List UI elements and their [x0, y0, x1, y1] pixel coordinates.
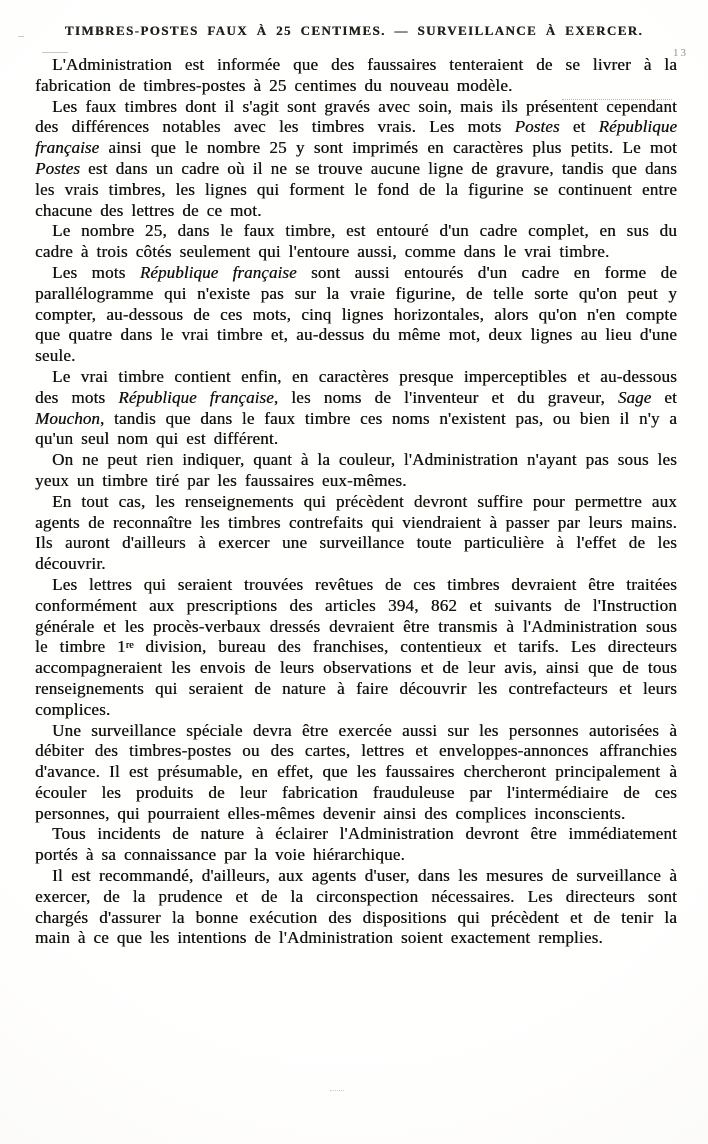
paragraph: Tous incidents de nature à éclairer l'Administration devront être immédiatement portés à sa connaissance par la voie hiérarchique.	[35, 824, 677, 865]
scan-artifact-page-number: 13	[673, 47, 688, 59]
paragraph: Il est recommandé, d'ailleurs, aux agents d'user, dans les mesures de surveillance à exercer, de la prudence et de la circonspection nécessaires. Les directeurs sont chargés d'assurer la bonne exécution des dispositions qui précèdent et de tenir la main à ce que les intentions de l'Administration soient exactement remplies.	[35, 866, 677, 948]
page-title: TIMBRES-POSTES FAUX À 25 CENTIMES. — SURVEILLANCE À EXERCER.	[64, 23, 644, 38]
paragraph: L'Administration est informée que des faussaires tenteraient de se livrer à la fabrication de timbres-postes à 25 centimes du nouveau modèle.	[35, 55, 677, 95]
paragraph: Une surveillance spéciale devra être exercée aussi sur les personnes autorisées à débiter des timbres-postes ou des cartes, lettres et enveloppes-annonces affranchies d'avance. Il est présumable, en effet, que les faussaires chercheront principalement à écouler les produits de leur fabrication frauduleuse par l'intermédiaire de ces personnes, qui pourraient elles-mêmes devenir ainsi des complices inconscients.	[35, 720, 677, 823]
paragraph: Le vrai timbre contient enfin, en caractères presque imperceptibles et au-dessous des mots République française, les noms de l'inventeur et du graveur, Sage et Mouchon, tandis que dans le faux timbre ces noms n'existent pas, ou bien il n'y a qu'un seul nom qui est différent.	[35, 366, 677, 449]
scan-noise	[42, 52, 68, 53]
paragraph: Les faux timbres dont il s'agit sont gravés avec soin, mais ils présentent cependant des différences notables avec les timbres vrais. Les mots Postes et République française ainsi que le nombre 25 y sont imprimés en caractères plus petits. Le mot Postes est dans un cadre où il ne se trouve aucune ligne de gravure, tandis que dans les vrais timbres, les lignes qui forment le fond de la figurine se continuent entre chacune des lettres de ce mot.	[35, 96, 677, 220]
paragraph: Le nombre 25, dans le faux timbre, est entouré d'un cadre complet, en sus du cadre à trois côtés seulement qui l'entoure aussi, comme dans le vrai timbre.	[35, 221, 677, 262]
paragraph: En tout cas, les renseignements qui précèdent devront suffire pour permettre aux agents de reconnaître les timbres contrefaits qui viendraient à passer par leurs mains. Ils auront d'ailleurs à exercer une surveillance toute particulière à l'effet de les découvrir.	[35, 491, 677, 574]
paragraph: Les lettres qui seraient trouvées revêtues de ces timbres devraient être traitées conformément aux prescriptions des articles 394, 862 et suivants de l'Instruction générale et les procès-verbaux dressés devraient être transmis à l'Administration sous le timbre 1re division, bureau des franchises, contentieux et tarifs. Les directeurs accompagneraient les envois de leurs observations et de leur avis, ainsi que de tous renseignements qui seraient de nature à faire découvrir les contrefacteurs et leurs complices.	[35, 574, 677, 719]
document-body	[35, 55, 677, 949]
paragraph: On ne peut rien indiquer, quant à la couleur, l'Administration n'ayant pas sous les yeux un timbre tiré par les faussaires eux-mêmes.	[35, 450, 677, 490]
scan-noise	[18, 36, 24, 37]
paragraph: Les mots République française sont aussi entourés d'un cadre en forme de parallélogramme qui n'existe pas sur la vraie figurine, de telle sorte qu'on peut y compter, au-dessous de ces mots, cinq lignes horizontales, alors qu'on n'en compte que quatre dans le vrai timbre et, au-dessus du même mot, deux lignes au lieu d'une seule.	[35, 262, 677, 366]
scan-noise	[330, 1090, 344, 1091]
